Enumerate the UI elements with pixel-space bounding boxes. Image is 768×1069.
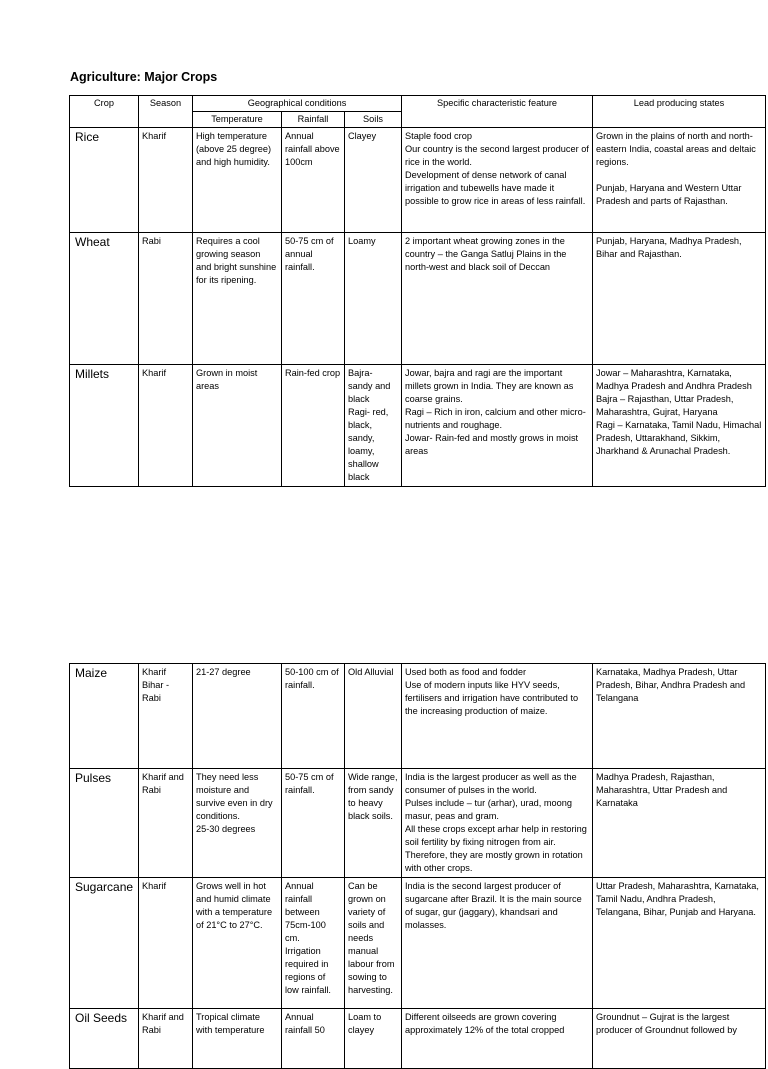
season-cell: Kharif and Rabi [139, 1009, 193, 1069]
temperature-cell: Tropical climate with temperature [193, 1009, 282, 1069]
table-row [70, 365, 766, 487]
crop-name: Sugarcane [70, 878, 139, 1009]
soils-cell: Loamy [345, 233, 402, 365]
feature-cell: Different oilseeds are grown covering approximately 12% of the total cropped [402, 1009, 593, 1069]
header-season: Season [139, 96, 193, 128]
states-cell: Grown in the plains of north and north-eastern India, coastal areas and deltaic regions. Punjab, Haryana and Western Uttar Pradesh and parts of Rajasthan. [593, 128, 766, 233]
season-cell: Kharif [139, 128, 193, 233]
soils-cell: Old Alluvial [345, 664, 402, 769]
soils-cell: Wide range, from sandy to heavy black soils. [345, 769, 402, 878]
temperature-cell: Grows well in hot and humid climate with a temperature of 21°C to 27°C. [193, 878, 282, 1009]
states-cell: Uttar Pradesh, Maharashtra, Karnataka, Tamil Nadu, Andhra Pradesh, Telangana, Bihar, Punjab and Haryana. [593, 878, 766, 1009]
rainfall-cell: 50-75 cm of rainfall. [282, 769, 345, 878]
soils-cell: Clayey [345, 128, 402, 233]
crop-name: Wheat [70, 233, 139, 365]
temperature-cell: Grown in moist areas [193, 365, 282, 487]
crop-name: Millets [70, 365, 139, 487]
table-row [70, 878, 766, 1009]
header-states: Lead producing states [593, 96, 766, 128]
temperature-cell: High temperature (above 25 degree) and high humidity. [193, 128, 282, 233]
states-cell: Karnataka, Madhya Pradesh, Uttar Pradesh, Bihar, Andhra Pradesh and Telangana [593, 664, 766, 769]
header-row [70, 96, 766, 112]
crop-name: Pulses [70, 769, 139, 878]
rainfall-cell: 50-75 cm of annual rainfall. [282, 233, 345, 365]
season-cell: Rabi [139, 233, 193, 365]
crop-name: Rice [70, 128, 139, 233]
feature-cell: Jowar, bajra and ragi are the important millets grown in India. They are known as coarse grains. Ragi – Rich in iron, calcium and other micro-nutrients and roughage. Jowar- Rain-fed and mostly grows in moist areas [402, 365, 593, 487]
states-cell: Punjab, Haryana, Madhya Pradesh, Bihar and Rajasthan. [593, 233, 766, 365]
header-geographical-conditions: Geographical conditions [193, 96, 402, 112]
table-row [70, 128, 766, 233]
feature-cell: India is the second largest producer of sugarcane after Brazil. It is the main source of sugar, gur (jaggary), khandsari and molasses. [402, 878, 593, 1009]
rainfall-cell: 50-100 cm of rainfall. [282, 664, 345, 769]
season-cell: Kharif Bihar - Rabi [139, 664, 193, 769]
states-cell: Madhya Pradesh, Rajasthan, Maharashtra, Uttar Pradesh and Karnataka [593, 769, 766, 878]
feature-cell: Used both as food and fodder Use of modern inputs like HYV seeds, fertilisers and irrigation have contributed to the increasing production of maize. [402, 664, 593, 769]
soils-cell: Loam to clayey [345, 1009, 402, 1069]
states-cell: Jowar – Maharashtra, Karnataka, Madhya Pradesh and Andhra Pradesh Bajra – Rajasthan, Uttar Pradesh, Maharashtra, Gujrat, Haryana Ragi – Karnataka, Tamil Nadu, Himachal Pradesh, Uttarakhand, Sikkim, Jharkhand & Arunachal Pradesh. [593, 365, 766, 487]
rainfall-cell: Rain-fed crop [282, 365, 345, 487]
season-cell: Kharif [139, 365, 193, 487]
rainfall-cell: Annual rainfall between 75cm-100 cm. Irrigation required in regions of low rainfall. [282, 878, 345, 1009]
rainfall-cell: Annual rainfall 50 [282, 1009, 345, 1069]
feature-cell: India is the largest producer as well as the consumer of pulses in the world. Pulses include – tur (arhar), urad, moong masur, peas and gram. All these crops except arhar help in restoring soil fertility by fixing nitrogen from air. Therefore, they are mostly grown in rotation with other crops. [402, 769, 593, 878]
temperature-cell: 21-27 degree [193, 664, 282, 769]
temperature-cell: They need less moisture and survive even in dry conditions. 25-30 degrees [193, 769, 282, 878]
table-row [70, 664, 766, 769]
crop-name: Maize [70, 664, 139, 769]
header-rainfall: Rainfall [282, 112, 345, 128]
header-feature: Specific characteristic feature [402, 96, 593, 128]
table-row [70, 769, 766, 878]
header-crop: Crop [70, 96, 139, 128]
season-cell: Kharif and Rabi [139, 769, 193, 878]
rainfall-cell: Annual rainfall above 100cm [282, 128, 345, 233]
crops-table-2 [69, 663, 766, 1069]
crop-name: Oil Seeds [70, 1009, 139, 1069]
temperature-cell: Requires a cool growing season and bright sunshine for its ripening. [193, 233, 282, 365]
season-cell: Kharif [139, 878, 193, 1009]
soils-cell: Can be grown on variety of soils and needs manual labour from sowing to harvesting. [345, 878, 402, 1009]
states-cell: Groundnut – Gujrat is the largest producer of Groundnut followed by [593, 1009, 766, 1069]
header-soils: Soils [345, 112, 402, 128]
table-row [70, 233, 766, 365]
feature-cell: 2 important wheat growing zones in the country – the Ganga Satluj Plains in the north-west and black soil of Deccan [402, 233, 593, 365]
crops-table-1 [69, 95, 766, 487]
soils-cell: Bajra- sandy and black Ragi- red, black, sandy, loamy, shallow black [345, 365, 402, 487]
table-row [70, 1009, 766, 1069]
page-title: Agriculture: Major Crops [70, 70, 218, 84]
feature-cell: Staple food crop Our country is the second largest producer of rice in the world. Development of dense network of canal irrigation and tubewells have made it possible to grow rice in areas of less rainfall. [402, 128, 593, 233]
header-temperature: Temperature [193, 112, 282, 128]
